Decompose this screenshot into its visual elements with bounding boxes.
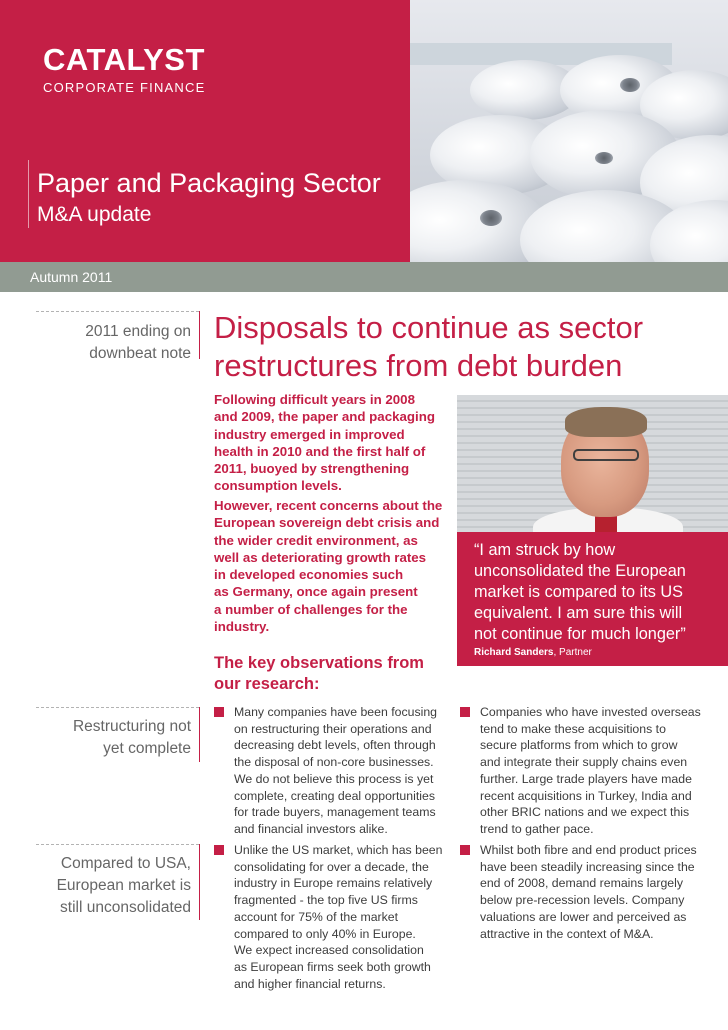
lead-paragraph: Following difficult years in 2008 and 2009, the paper and packaging industry emerged in improved health in 2010 and the first half of 2011, buoyed by strengthening consumption levels. <box>214 392 435 494</box>
article-headline <box>214 309 654 385</box>
sidebar-note-line: 2011 ending on <box>85 323 191 340</box>
sidebar-divider <box>36 844 199 845</box>
list-item: Whilst both fibre and end product prices have been steadily increasing since the end of 2008, demand remains largely below pre-recession levels. Company valuations are lower and perceived as attractive in the context of M&A. <box>460 842 728 942</box>
paper-rolls-photo <box>410 0 728 262</box>
pull-quote: “I am struck by how unconsolidated the European market is compared to its US equivalent. I am sure this will not continue for much longer” <box>474 541 686 643</box>
sidebar-accent <box>199 707 200 762</box>
quote-attribution <box>474 647 592 658</box>
bullet-square-icon <box>214 845 224 855</box>
sidebar-note <box>36 321 191 365</box>
bullet-square-icon <box>460 845 470 855</box>
bullet-square-icon <box>214 707 224 717</box>
list-item: Unlike the US market, which has been consolidating for over a decade, the industry in Europe remains relatively fragmented - the top five US firms account for 75% of the market compared to only 40% in Europe. We expect increased consolidation as European firms seek both growth and higher financial returns. <box>214 842 454 992</box>
sidebar-note <box>36 853 191 919</box>
headline-line: Disposals to continue as sector <box>214 310 644 345</box>
issue-date: Autumn 2011 <box>30 269 113 285</box>
quote-role: , Partner <box>553 647 592 658</box>
brand-subtitle: CORPORATE FINANCE <box>43 80 206 95</box>
sidebar-note-line: Compared to USA, <box>60 855 191 872</box>
page-title: Paper and Packaging Sector <box>37 168 381 198</box>
sidebar-divider <box>36 311 199 312</box>
sidebar-note-line: downbeat note <box>89 345 191 362</box>
quote-author: Richard Sanders <box>474 647 554 658</box>
list-item: Companies who have invested overseas tend to make these acquisitions to secure platforms from which to grow and integrate their supply chains even further. Large trade players have made recent acquisitions in Turkey, India and other BRIC nations and we expect this trend to gather pace. <box>460 704 728 838</box>
sidebar-note-line: European market is <box>56 877 191 894</box>
sidebar-divider <box>36 707 199 708</box>
observations-heading: The key observations from our research: <box>214 654 424 693</box>
sidebar-note-line: still unconsolidated <box>60 899 191 916</box>
lead-paragraph: However, recent concerns about the European sovereign debt crisis and the wider credit environment, as well as deteriorating growth rates in developed economies such as Germany, once again present a number of challenges for the industry. <box>214 498 443 635</box>
sidebar-accent <box>199 311 200 359</box>
sidebar-note <box>36 716 191 760</box>
bullet-square-icon <box>460 707 470 717</box>
sidebar-note-line: Restructuring not <box>72 718 191 735</box>
sidebar-note-line: yet complete <box>103 740 191 757</box>
list-item: Many companies have been focusing on restructuring their operations and decreasing debt levels, often through the disposal of non-core businesses. We do not believe this process is yet complete, creating deal opportunities for trade buyers, management teams and financial investors alike. <box>214 704 454 838</box>
headline-line: restructures from debt burden <box>214 348 623 383</box>
sidebar-accent <box>199 844 200 920</box>
portrait-photo <box>457 395 728 532</box>
header-divider <box>28 160 29 228</box>
page-subtitle: M&A update <box>37 203 152 226</box>
brand-logo: CATALYST <box>43 42 205 77</box>
